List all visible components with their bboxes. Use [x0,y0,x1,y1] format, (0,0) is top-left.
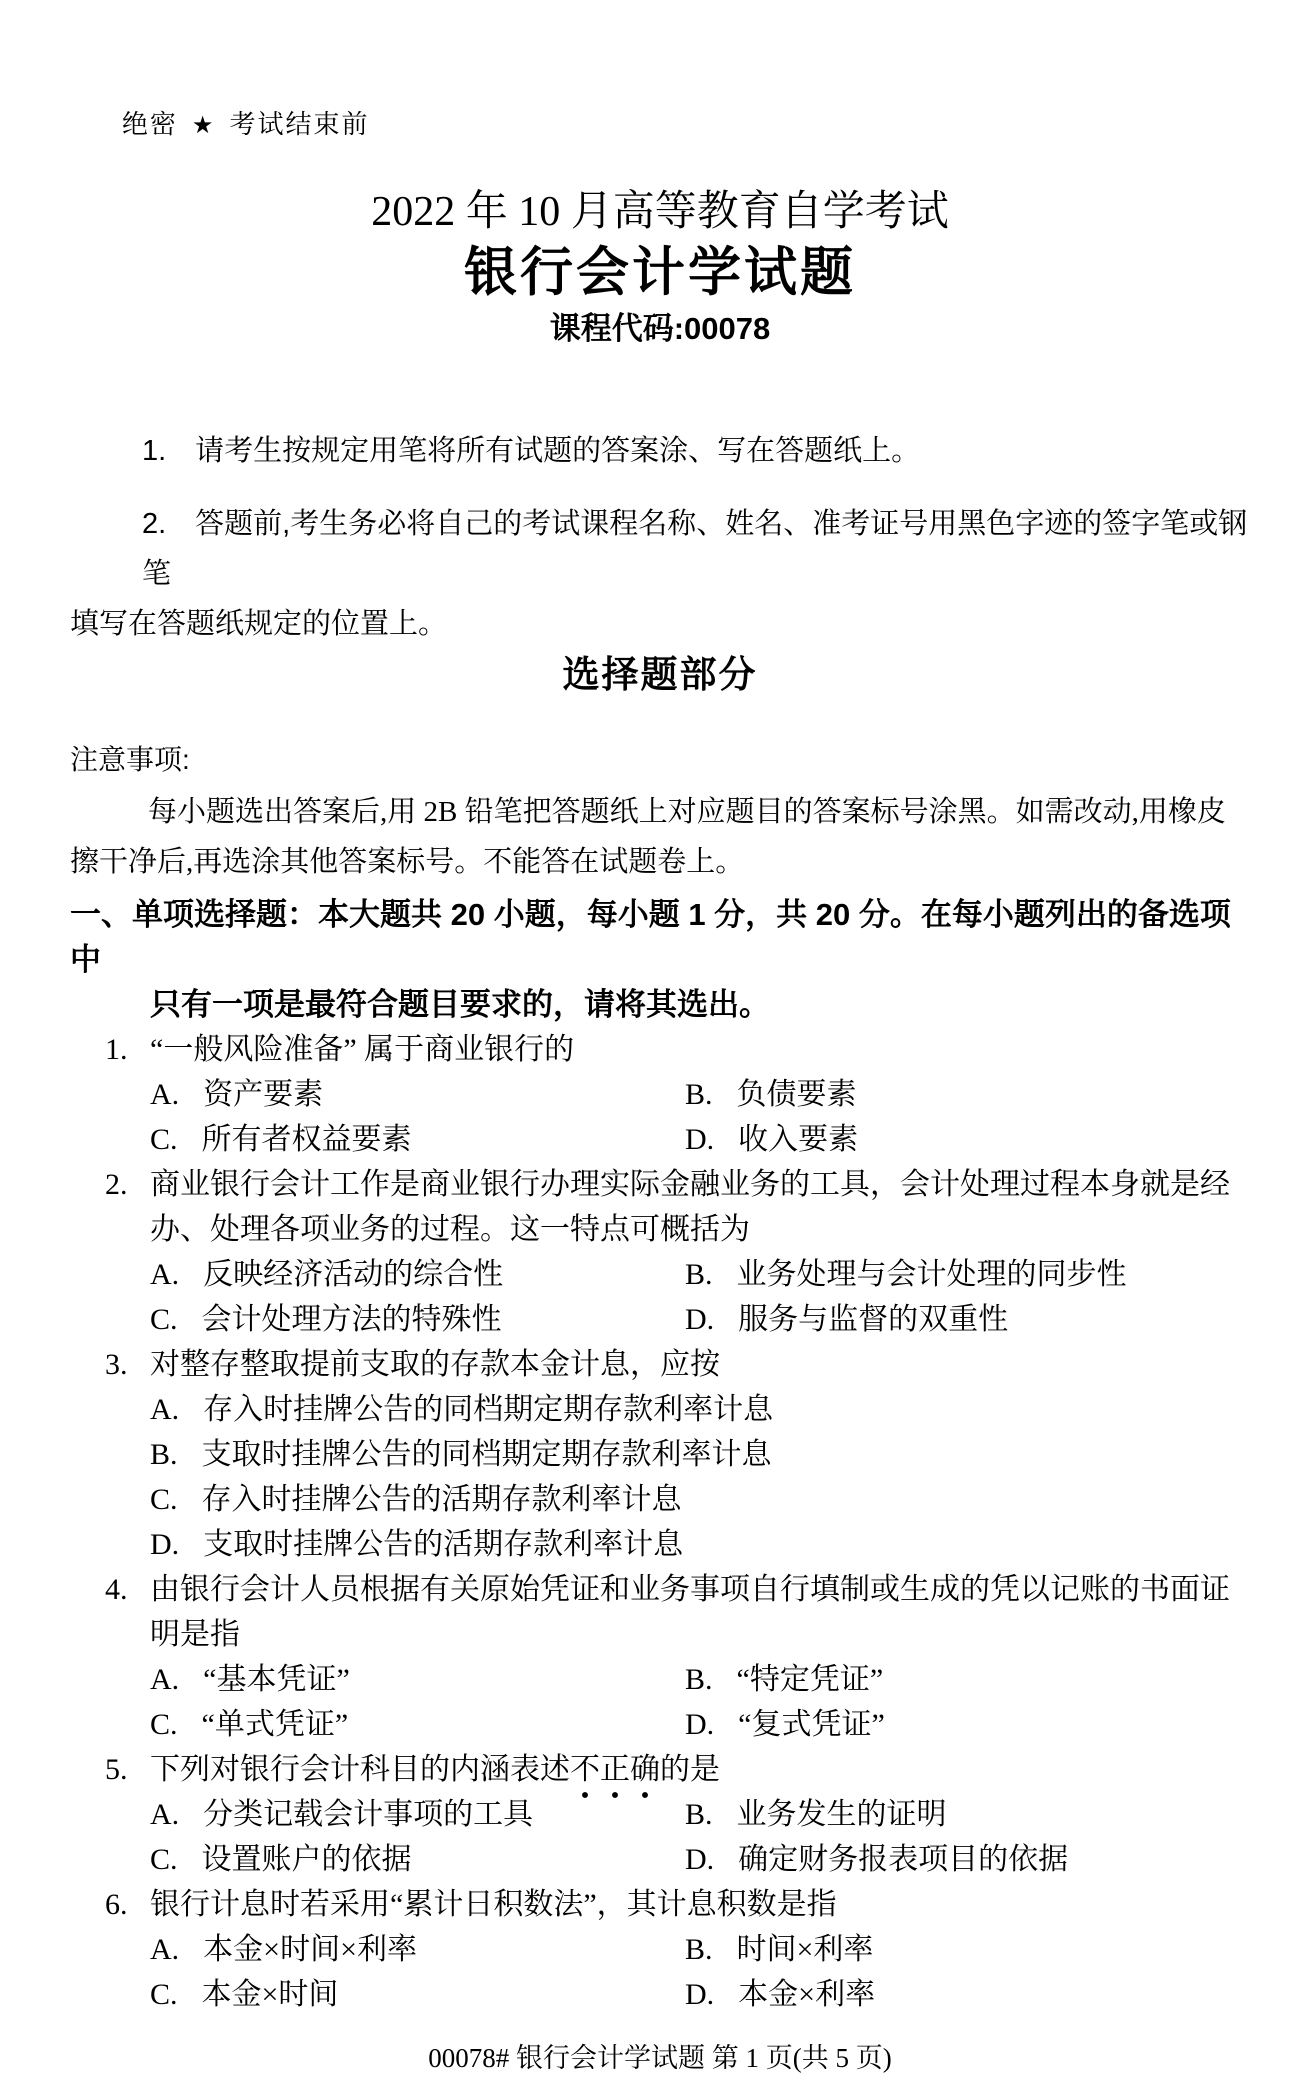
option-text: 反映经济活动的综合性 [203,1258,504,1291]
question-number: 5. [105,1753,128,1786]
option-text: 确定财务报表项目的依据 [738,1843,1069,1876]
option-letter: C. [150,1303,178,1336]
stem-emphasized-text: 不正确 [570,1747,660,1792]
question-5 [70,1747,1250,1882]
classification-right: 考试结束前 [229,109,370,139]
question-4 [70,1567,1250,1747]
option-text: “基本凭证” [203,1663,350,1696]
notes-line: 每小题选出答案后,用 2B 铅笔把答题纸上对应题目的答案标号涂黑。如需改动,用橡皮 [148,796,1226,828]
option-text: 负债要素 [736,1078,857,1111]
option-letter: B. [685,1663,713,1696]
question-stem [150,1747,1250,1792]
option-a [150,1072,685,1117]
question-options [150,1927,1250,2017]
part-heading-line: 一、单项选择题：本大题共 20 小题，每小题 1 分，共 20 分。在每小题列出的备选项中 [70,897,1231,977]
option-text: 资产要素 [203,1078,324,1111]
option-text: 存入时挂牌公告的活期存款利率计息 [201,1483,682,1516]
notice-line: 2. 答题前,考生务必将自己的考试课程名称、姓名、准考证号用黑色字迹的签字笔或钢笔 [142,508,1248,590]
exam-notices [70,426,1250,649]
option-letter: C. [150,1978,178,2011]
option-letter: D. [685,1843,715,1876]
question-options [150,1252,1250,1342]
option-a [150,1657,685,1702]
notes-line: 擦干净后,再选涂其他答案标号。不能答在试题卷上。 [70,846,745,878]
option-letter: A. [150,1798,180,1831]
option-letter: B. [685,1078,713,1111]
exam-session-title: 2022 年 10 月高等教育自学考试 [371,189,949,235]
question-number: 3. [105,1348,128,1381]
notice-item-2 [70,499,1250,649]
question-number: 6. [105,1888,128,1921]
question-2 [70,1162,1250,1342]
part-heading-line: 只有一项是最符合题目要求的，请将其选出。 [150,987,770,1022]
option-b [150,1432,1250,1477]
option-text: 会计处理方法的特殊性 [201,1303,502,1336]
exam-paper-page [0,70,1315,2073]
option-letter: A. [150,1258,180,1291]
option-text: 业务处理与会计处理的同步性 [736,1258,1127,1291]
option-text: “特定凭证” [736,1663,884,1696]
option-text: “单式凭证” [201,1708,349,1741]
question-options [150,1792,1250,1882]
option-letter: A. [150,1933,180,1966]
option-letter: A. [150,1078,180,1111]
question-number: 2. [105,1168,128,1201]
question-stem: 银行计息时若采用“累计日积数法”，其计息积数是指 [150,1888,837,1921]
option-letter: C. [150,1483,178,1516]
notice-line: 填写在答题纸规定的位置上。 [70,608,448,640]
option-c [150,1477,1250,1522]
option-text: 服务与监督的双重性 [738,1303,1009,1336]
option-letter: B. [685,1258,713,1291]
option-letter: C. [150,1708,178,1741]
question-stem: “一般风险准备” 属于商业银行的 [150,1033,575,1066]
part-one-heading [70,892,1250,1027]
option-text: 支取时挂牌公告的活期存款利率计息 [203,1528,684,1561]
option-text: “复式凭证” [738,1708,885,1741]
option-text: 本金×时间×利率 [203,1933,418,1966]
option-text: 所有者权益要素 [201,1123,412,1156]
question-stem: 由银行会计人员根据有关原始凭证和业务事项自行填制或生成的凭以记账的书面证 [150,1573,1230,1606]
question-stem: 办、处理各项业务的过程。这一特点可概括为 [150,1213,750,1246]
option-text: 本金×利率 [738,1978,876,2011]
option-b [685,1927,1250,1972]
question-6 [70,1882,1250,2017]
option-letter: A. [150,1393,180,1426]
option-d [685,1702,1250,1747]
notes-paragraph [70,787,1250,887]
question-3 [70,1342,1250,1567]
option-c [150,1972,685,2017]
course-code: 课程代码:00078 [549,311,771,346]
option-letter: D. [685,1123,715,1156]
option-letter: C. [150,1843,178,1876]
option-letter: D. [150,1528,180,1561]
option-d [685,1297,1250,1342]
stem-text: 的是 [660,1753,720,1786]
question-number: 4. [105,1573,128,1606]
option-letter: D. [685,1708,715,1741]
security-classification [85,70,1250,180]
notice-line: 1. 请考生按规定用笔将所有试题的答案涂、写在答题纸上。 [142,435,921,467]
stem-text: 下列对银行会计科目的内涵表述 [150,1753,570,1786]
question-stem: 明是指 [150,1618,240,1651]
option-b [685,1252,1250,1297]
option-letter: D. [685,1978,715,2011]
paper-title: 银行会计学试题 [464,243,856,302]
option-b [685,1072,1250,1117]
question-options [150,1387,1250,1567]
option-letter: B. [685,1798,713,1831]
question-options [150,1072,1250,1162]
option-a [150,1927,685,1972]
option-text: 收入要素 [738,1123,859,1156]
question-number: 1. [105,1033,128,1066]
option-text: 分类记载会计事项的工具 [203,1798,534,1831]
question-1 [70,1027,1250,1162]
option-c [150,1837,685,1882]
option-b [685,1792,1250,1837]
option-a [150,1387,1250,1432]
option-d [685,1117,1250,1162]
option-text: 支取时挂牌公告的同档期定期存款利率计息 [201,1438,772,1471]
option-b [685,1657,1250,1702]
option-letter: B. [150,1438,178,1471]
option-c [150,1297,685,1342]
notes-label: 注意事项: [70,744,190,775]
question-stem: 商业银行会计工作是商业银行办理实际金融业务的工具，会计处理过程本身就是经 [150,1168,1230,1201]
option-text: 业务发生的证明 [736,1798,947,1831]
option-letter: A. [150,1663,180,1696]
option-letter: B. [685,1933,713,1966]
option-d [685,1837,1250,1882]
option-text: 存入时挂牌公告的同档期定期存款利率计息 [203,1393,774,1426]
option-c [150,1702,685,1747]
choice-section-heading: 选择题部分 [562,654,758,695]
option-d [685,1972,1250,2017]
option-letter: C. [150,1123,178,1156]
option-letter: D. [685,1303,715,1336]
option-c [150,1117,685,1162]
page-footer: 00078# 银行会计学试题 第 1 页(共 5 页) [428,2043,892,2073]
classification-left: 绝密 [121,109,178,139]
option-text: 设置账户的依据 [201,1843,412,1876]
option-a [150,1252,685,1297]
question-stem: 对整存整取提前支取的存款本金计息，应按 [150,1348,720,1381]
option-text: 本金×时间 [201,1978,339,2011]
question-list [70,1027,1250,2017]
option-text: 时间×利率 [736,1933,874,1966]
star-icon: ★ [191,112,216,139]
option-d [150,1522,1250,1567]
question-options [150,1657,1250,1747]
notice-item-1 [70,426,1250,476]
